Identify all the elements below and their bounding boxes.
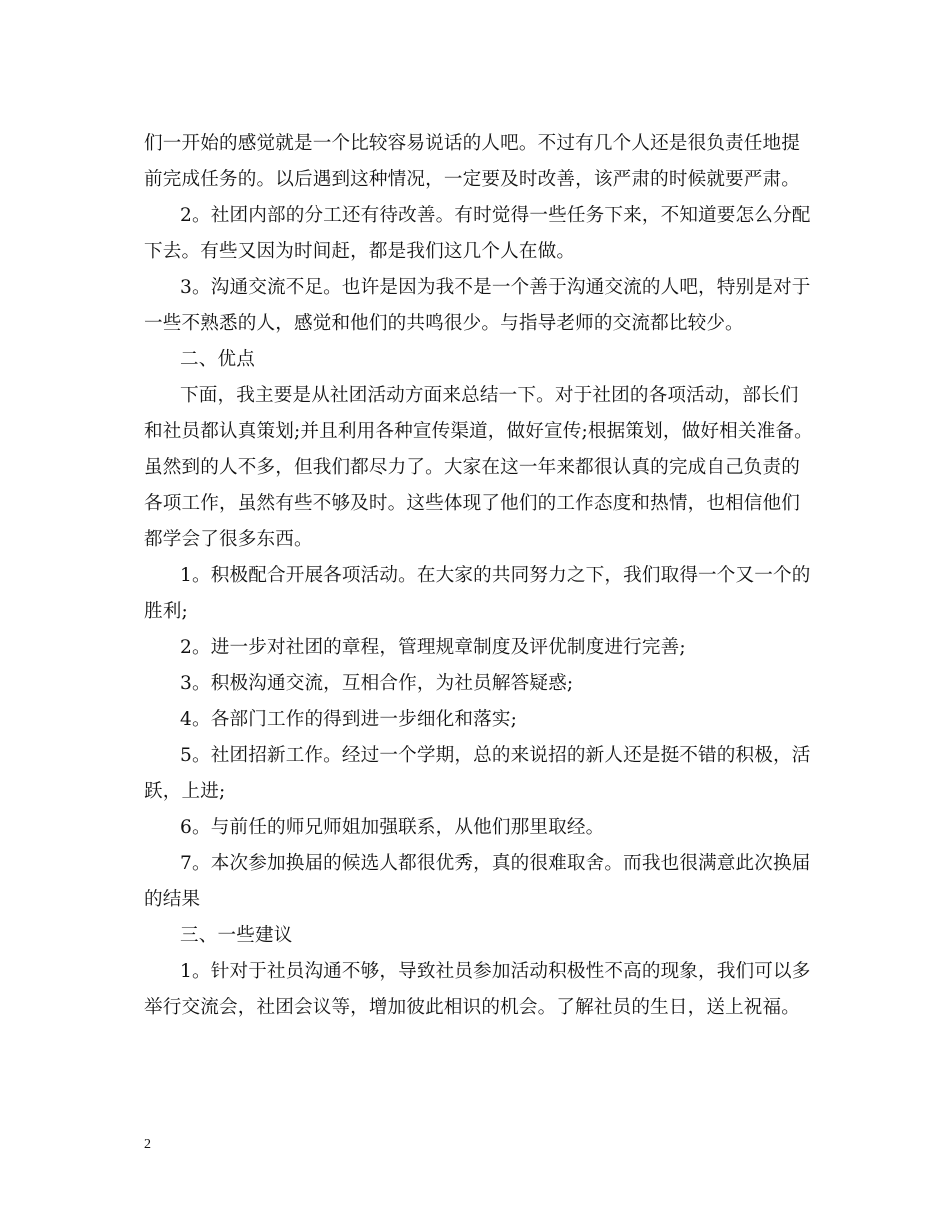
text-line: 跃，上进; [144,781,226,802]
text-line: 虽然到的人不多，但我们都尽力了。大家在这一年来都很认真的完成自己负责的 [144,457,801,478]
section-heading: 三、一些建议 [180,925,293,946]
text-line: 下面，我主要是从社团活动方面来总结一下。对于社团的各项活动，部长们 [180,385,799,406]
text-line: 7。本次参加换届的候选人都很优秀，真的很难取舍。而我也很满意此次换届 [180,853,811,874]
page-number: 2 [144,1137,151,1152]
text-line: 5。社团招新工作。经过一个学期，总的来说招的新人还是挺不错的积极，活 [180,745,811,766]
text-line: 下去。有些又因为时间赶，都是我们这几个人在做。 [144,241,576,262]
text-line: 6。与前任的师兄师姐加强联系，从他们那里取经。 [180,817,605,838]
text-line: 3。积极沟通交流，互相合作，为社员解答疑惑; [180,673,574,694]
text-line: 2。进一步对社团的章程，管理规章制度及评优制度进行完善; [180,637,686,658]
text-line: 1。积极配合开展各项活动。在大家的共同努力之下，我们取得一个又一个的 [180,565,811,586]
text-line: 1。针对于社员沟通不够，导致社员参加活动积极性不高的现象，我们可以多 [180,961,811,982]
text-line: 3。沟通交流不足。也许是因为我不是一个善于沟通交流的人吧，特别是对于 [180,277,811,298]
text-line: 们一开始的感觉就是一个比较容易说话的人吧。不过有几个人还是很负责任地提 [144,133,801,154]
text-line: 的结果 [144,889,201,910]
text-line: 胜利; [144,601,188,622]
text-line: 2。社团内部的分工还有待改善。有时觉得一些任务下来，不知道要怎么分配 [180,205,811,226]
text-line: 各项工作，虽然有些不够及时。这些体现了他们的工作态度和热情，也相信他们 [144,493,801,514]
text-line: 举行交流会，社团会议等，增加彼此相识的机会。了解社员的生日，送上祝福。 [144,997,801,1018]
text-line: 都学会了很多东西。 [144,529,313,550]
text-line: 和社员都认真策划;并且利用各种宣传渠道，做好宣传;根据策划，做好相关准备。 [144,421,813,442]
text-line: 4。各部门工作的得到进一步细化和落实; [180,709,518,730]
section-heading: 二、优点 [180,349,255,370]
text-line: 前完成任务的。以后遇到这种情况，一定要及时改善，该严肃的时候就要严肃。 [144,169,801,190]
text-line: 一些不熟悉的人，感觉和他们的共鸣很少。与指导老师的交流都比较少。 [144,313,744,334]
